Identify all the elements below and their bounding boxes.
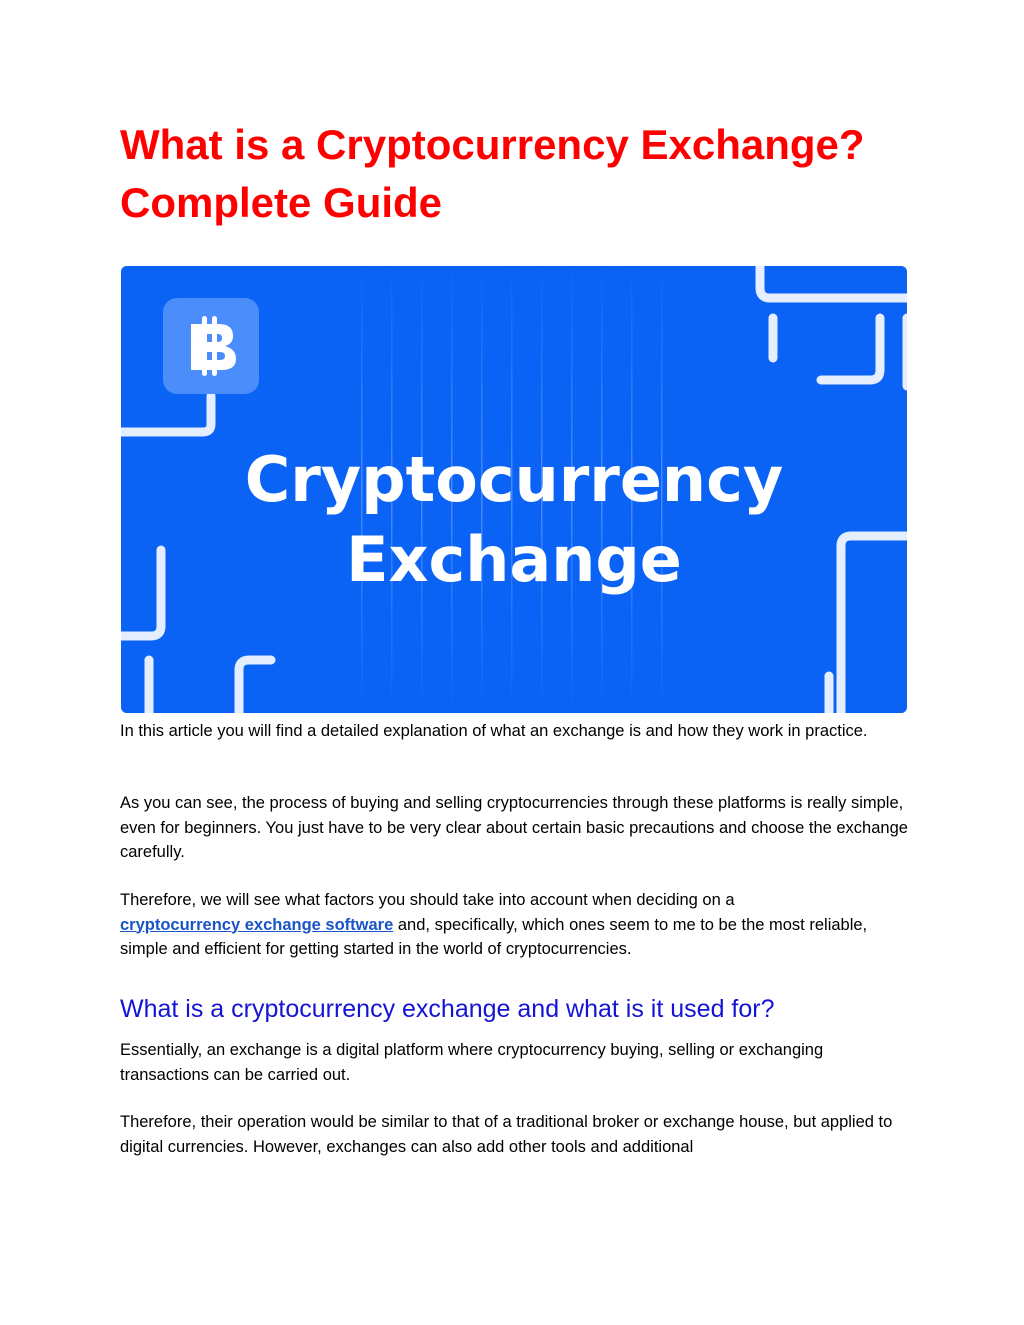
page-title-line-2: Complete Guide <box>120 179 443 226</box>
page-title <box>120 116 920 232</box>
hero-headline <box>121 440 907 600</box>
intro-paragraph: In this article you will find a detailed explanation of what an exchange is and how they work in practice. <box>120 722 868 740</box>
factors-text-after: and, specifically, which ones seem to me to be the most reliable, simple and efficient for getting started in the world of cryptocurrencies. <box>120 915 868 958</box>
exchange-software-link[interactable]: cryptocurrency exchange software <box>120 915 394 934</box>
factors-text-before: Therefore, we will see what factors you should take into account when deciding on a <box>120 891 735 909</box>
process-paragraph: As you can see, the process of buying and selling cryptocurrencies through these platforms is really simple, even for beginners. You just have to be very clear about certain basic precautions and choose the exchange carefully. <box>120 794 908 861</box>
hero-headline-line-1: Cryptocurrency <box>244 443 784 516</box>
operation-paragraph: Therefore, their operation would be similar to that of a traditional broker or exchange house, but applied to digital currencies. However, exchanges can also add other tools and additional <box>120 1113 893 1156</box>
page-title-line-1: What is a Cryptocurrency Exchange? <box>120 121 865 168</box>
factors-paragraph <box>120 888 910 962</box>
hero-headline-line-2: Exchange <box>346 523 682 596</box>
bitcoin-tile <box>163 298 259 394</box>
section-heading: What is a cryptocurrency exchange and what is it used for? <box>120 995 775 1023</box>
hero-image <box>121 266 907 713</box>
definition-paragraph: Essentially, an exchange is a digital platform where cryptocurrency buying, selling or exchanging transactions can be carried out. <box>120 1041 824 1084</box>
